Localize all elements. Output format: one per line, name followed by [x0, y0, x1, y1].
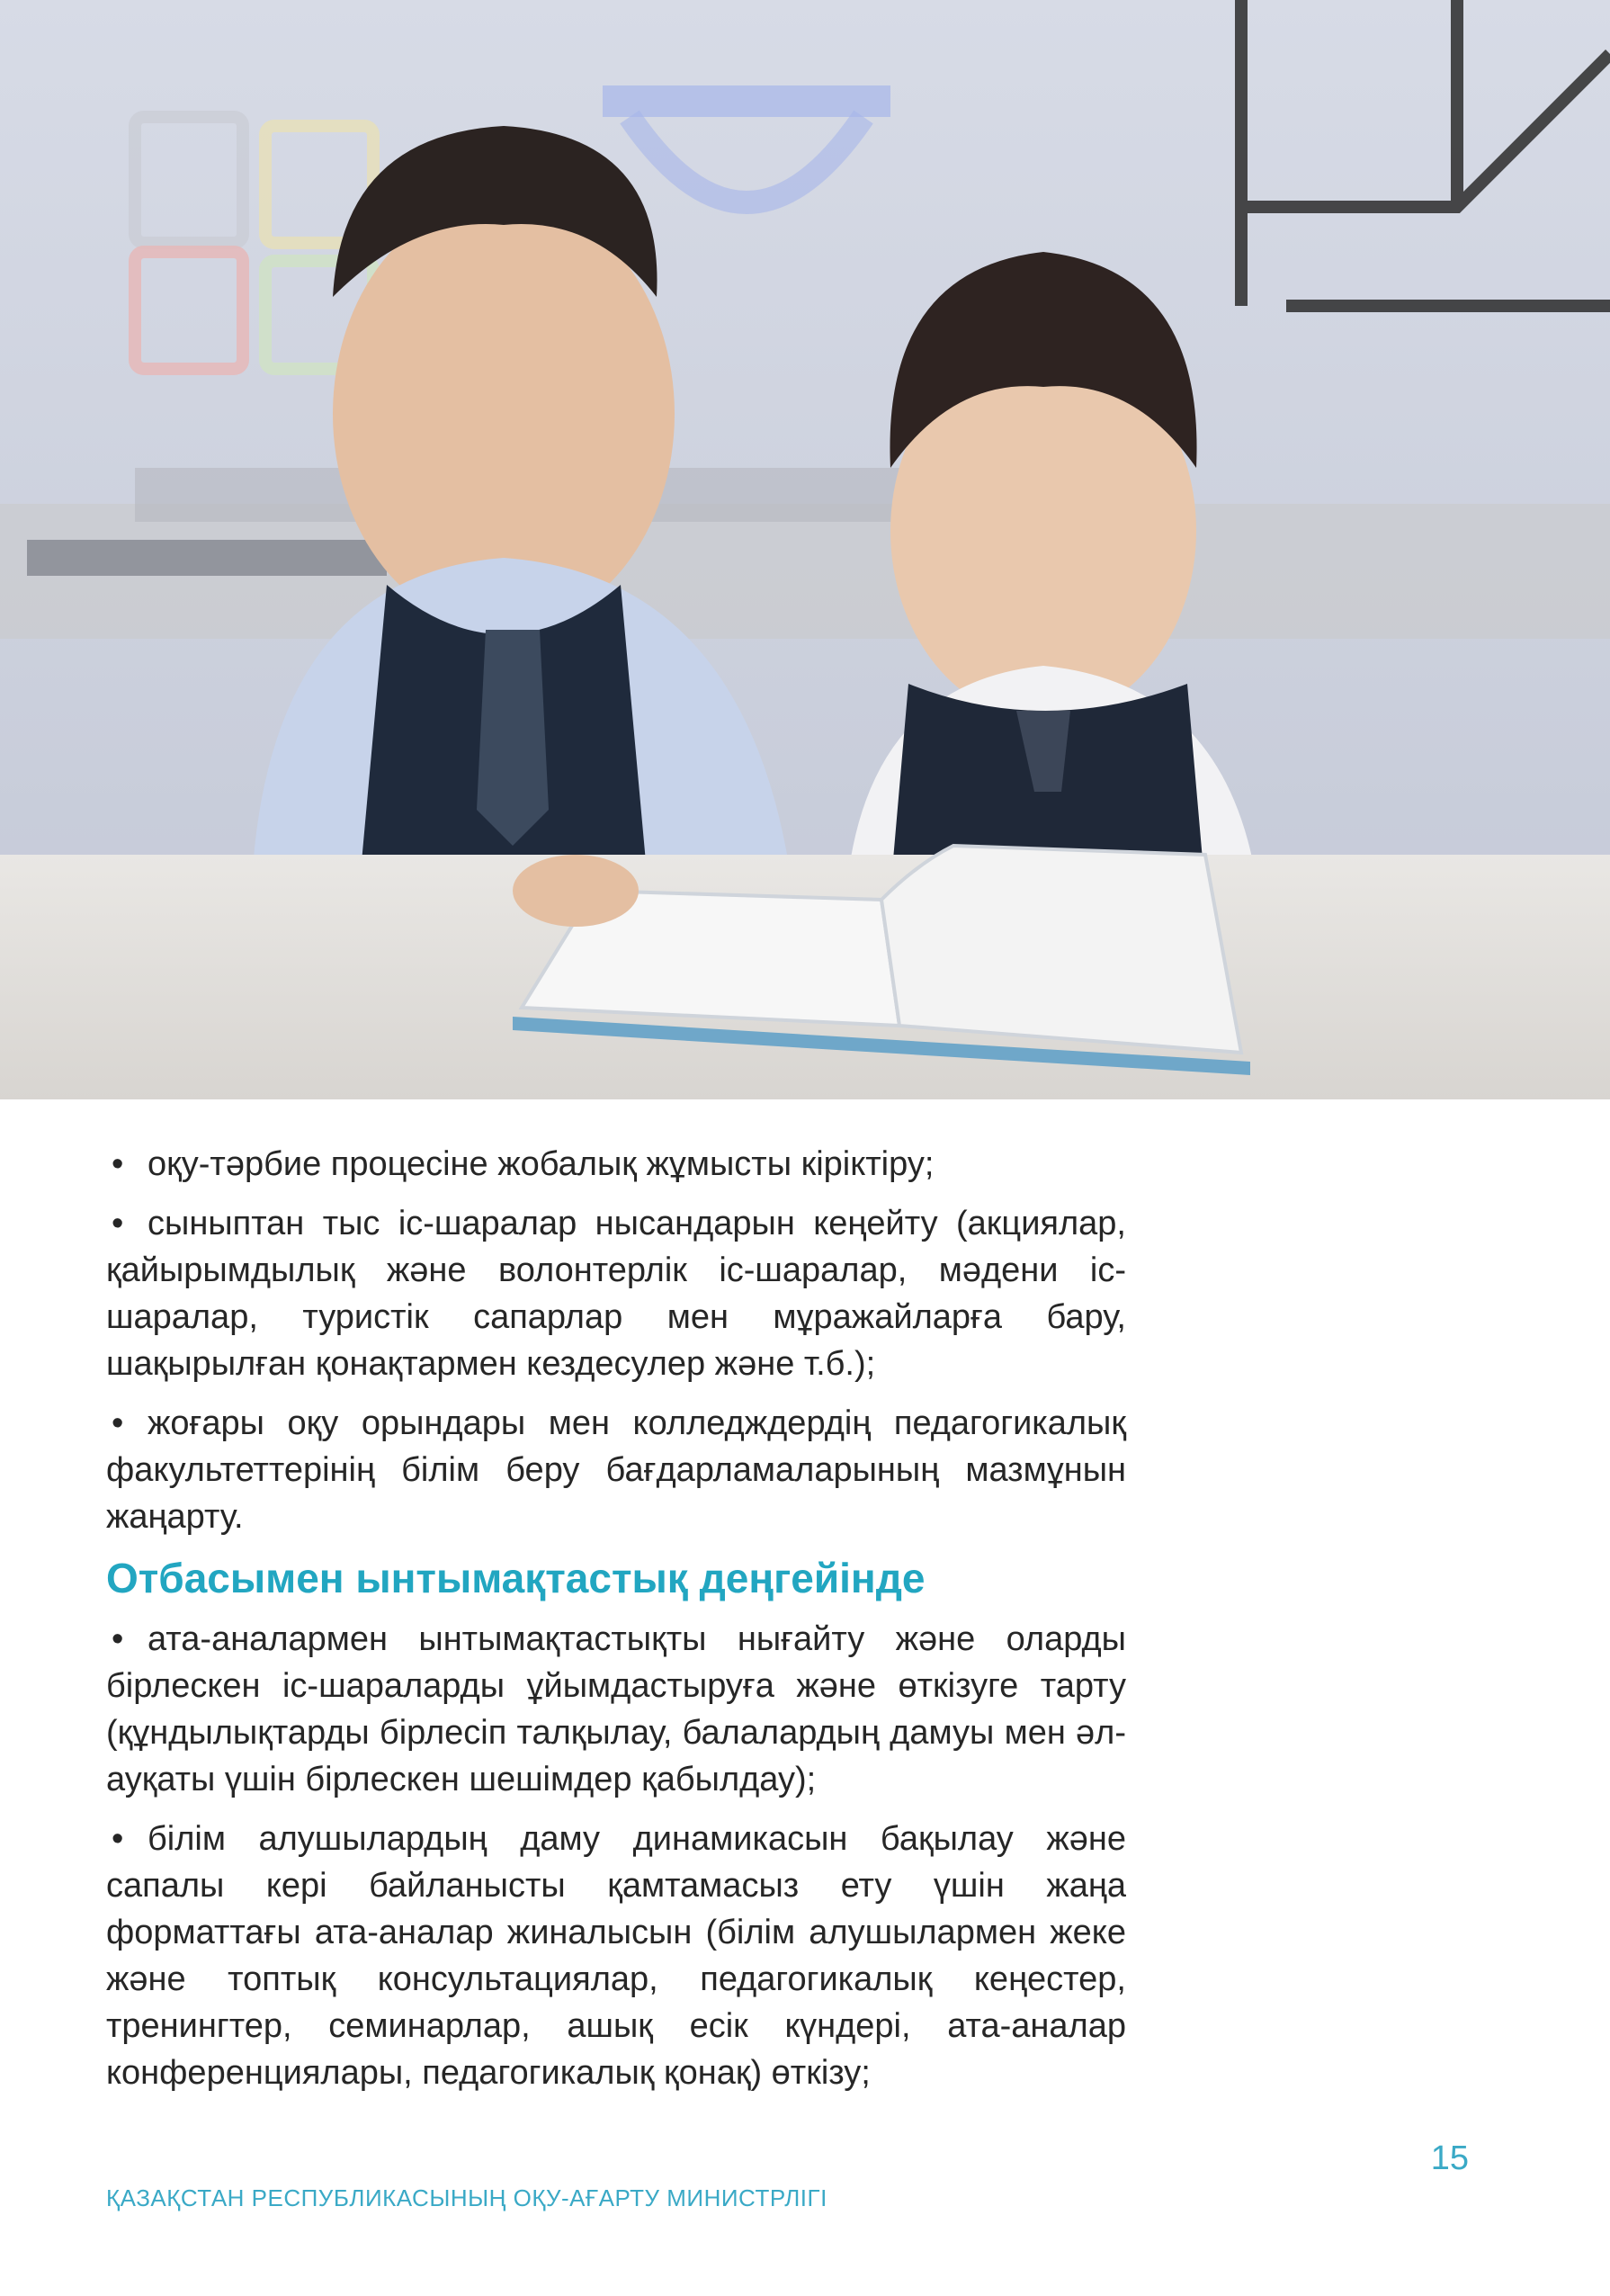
- list-item: • жоғары оқу орындары мен колледждердің педагогикалық факультеттерінің білім беру бағдарламаларының мазмұнын жаңарту.: [106, 1400, 1126, 1540]
- footer-ministry-name: ҚАЗАҚСТАН РЕСПУБЛИКАСЫНЫҢ ОҚУ-АҒАРТУ МИНИСТРЛІГІ: [106, 2184, 827, 2211]
- bullet-icon: •: [112, 1205, 124, 1242]
- main-content: [106, 1141, 1126, 2109]
- bullet-icon: •: [112, 1620, 124, 1658]
- list-item: • білім алушылардың даму динамикасын бақылау және сапалы кері байланысты қамтамасыз ету үшін жаңа форматтағы ата-аналар жиналысын (білім алушылармен жеке және топтық консультациялар, педагогикалық кеңестер, тренингтер, семинарлар, ашық есік күндері, ата-аналар конференциялары, педагогикалық қонақ) өткізу;: [106, 1816, 1126, 2096]
- section-heading: Отбасымен ынтымақтастық деңгейінде: [106, 1555, 926, 1601]
- list-item: • ата-аналармен ынтымақтастықты нығайту және оларды бірлескен іс-шараларды ұйымдастыруға және өткізуге тарту (құндылықтарды бірлесіп талқылау, балалардың дамуы мен әл-ауқаты үшін бірлескен шешімдер қабылдау);: [106, 1616, 1126, 1803]
- bullet-icon: •: [112, 1404, 124, 1442]
- bullet-icon: •: [112, 1820, 124, 1858]
- classroom-photo: [0, 0, 1610, 1099]
- list-bottom: [106, 1616, 1126, 2096]
- list-top: [106, 1141, 1126, 1540]
- bullet-icon: •: [112, 1145, 124, 1183]
- list-item: • сыныптан тыс іс-шаралар нысандарын кеңейту (акциялар, қайырымдылық және волонтерлік іс-шаралар, мәдени іс-шаралар, туристік сапарлар мен мұражайларға бару, шақырылған қонақтармен кездесулер және т.б.);: [106, 1200, 1126, 1387]
- list-item: • оқу-тәрбие процесіне жобалық жұмысты кіріктіру;: [106, 1141, 1126, 1188]
- page-number: 15: [1430, 2139, 1469, 2177]
